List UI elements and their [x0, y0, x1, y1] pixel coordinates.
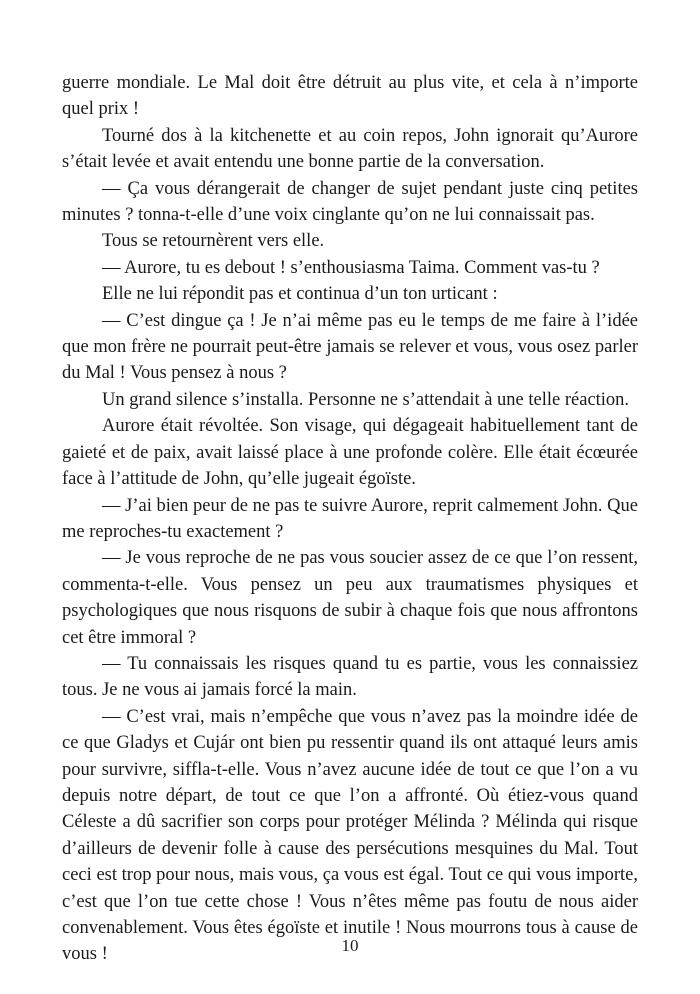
body-text [62, 70, 638, 968]
paragraph: — J’ai bien peur de ne pas te suivre Aurore, reprit calmement John. Que me reproches-tu exactement ? [62, 495, 638, 542]
paragraph: — Aurore, tu es debout ! s’enthousiasma Taima. Comment vas-tu ? [102, 257, 600, 278]
paragraph: Tourné dos à la kitchenette et au coin repos, John ignorait qu’Aurore s’était levée et avait entendu une bonne partie de la conversation. [62, 125, 638, 173]
paragraph: Un grand silence s’installa. Personne ne s’attendait à une telle réaction. [102, 389, 630, 410]
paragraph: — Je vous reproche de ne pas vous soucier assez de ce que l’on ressent, commenta-t-elle. Vous pensez un peu aux traumatismes physiques et psychologiques que nous risquons de subir à chaque fois que nous affrontons cet être immoral ? [62, 548, 638, 648]
paragraph: — C’est dingue ça ! Je n’ai même pas eu le temps de me faire à l’idée que mon frère ne pourrait peut-être jamais se relever et vous, vous osez parler du Mal ! Vous pensez à nous ? [62, 310, 638, 384]
paragraph: — Ça vous dérangerait de changer de sujet pendant juste cinq petites minutes ? tonna-t-elle d’une voix cinglante qu’on ne lui connaissait pas. [62, 178, 638, 226]
paragraph: guerre mondiale. Le Mal doit être détruit au plus vite, et cela à n’importe quel prix ! [62, 73, 638, 120]
paragraph: Tous se retournèrent vers elle. [102, 231, 325, 252]
paragraph: Aurore était révoltée. Son visage, qui dégageait habituellement tant de gaieté et de paix, avait laissé place à une profonde colère. Elle était écœurée face à l’attitude de John, qu’elle jugeait égoïste. [62, 416, 638, 490]
page-number: 10 [341, 936, 359, 955]
paragraph: Elle ne lui répondit pas et continua d’un ton urticant : [102, 284, 498, 305]
paragraph: — C’est vrai, mais n’empêche que vous n’avez pas la moindre idée de ce que Gladys et Cujár ont bien pu ressentir quand ils ont attaqué leurs amis pour survivre, siffla-t-elle. Vous n’avez aucune idée de tout ce que l’on a vu depuis notre départ, de tout ce que l’on a affronté. Où étiez-vous quand Céleste a dû sacrifier son corps pour protéger Mélinda ? Mélinda qui risque d’ailleurs de devenir folle à cause des persécutions mesquines du Mal. Tout ceci est trop pour nous, mais vous, ça vous est égal. Tout ce qui vous importe, c’est que l’on tue cette chose ! Vous n’êtes même pas foutu de nous aider convenablement. Vous êtes égoïste et inutile ! Nous mourrons tous à cause de vous ! [62, 706, 638, 965]
paragraph: — Tu connaissais les risques quand tu es partie, vous les connaissiez tous. Je ne vous ai jamais forcé la main. [62, 653, 638, 701]
